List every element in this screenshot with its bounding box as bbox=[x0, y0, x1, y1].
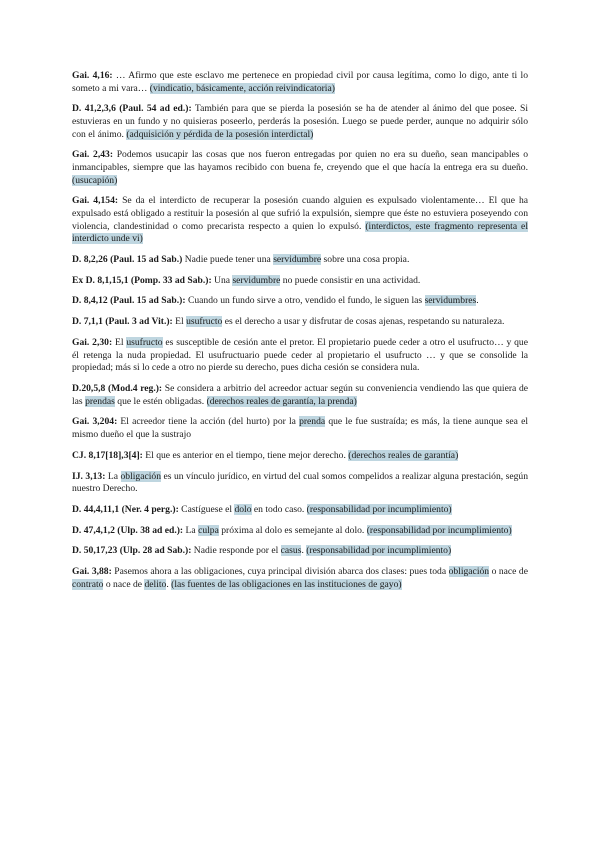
source-entry bbox=[72, 103, 528, 141]
source-entry bbox=[72, 545, 528, 558]
entry-text: La bbox=[183, 524, 199, 536]
entry-text: próxima al dolo es semejante al dolo. bbox=[218, 524, 367, 536]
entry-text: Castíguese el bbox=[178, 503, 235, 515]
source-entry bbox=[72, 337, 528, 375]
highlighted-text: (adquisición y pérdida de la posesión interdictal) bbox=[126, 128, 314, 140]
citation: D.20,5,8 (Mod.4 reg.): bbox=[72, 382, 163, 394]
source-entry bbox=[72, 383, 528, 408]
citation: IJ. 3,13: bbox=[72, 470, 106, 482]
highlighted-text: casus bbox=[280, 545, 302, 557]
highlighted-text: delito bbox=[144, 578, 167, 590]
citation: Gai. 2,30: bbox=[72, 337, 113, 348]
entry-text: Se da el interdicto de recuperar la posesión cuando alguien es expulsado violentamente… El que ha expulsado está obligado a restituir la posesión al que sufrió la expulsión, siempre que éste no estuviera poseyendo con violencia, clandestinidad o como precarista respecto a quien lo expulsó. bbox=[72, 195, 528, 232]
highlighted-text: (responsabilidad por incumplimiento) bbox=[306, 503, 452, 515]
highlighted-text: culpa bbox=[198, 524, 219, 536]
entry-text: es el derecho a usar y disfrutar de cosas ajenas, respetando su naturaleza. bbox=[222, 316, 505, 328]
highlighted-text: (responsabilidad por incumplimiento) bbox=[366, 524, 512, 536]
entry-text: Una bbox=[211, 274, 233, 286]
entry-text: Cuando un fundo sirve a otro, vendido el fundo, le siguen las bbox=[185, 295, 425, 307]
highlighted-text: prendas bbox=[85, 395, 115, 407]
entry-text: en todo caso. bbox=[251, 503, 307, 515]
entry-text: es susceptible de cesión ante el pretor. El propietario puede ceder a otro el usufructo… y que él retenga la nuda propiedad. El usufructuario puede ceder al propietario el usufructo … y que se consolide la propiedad; más si lo cede a otro no pierde su derecho, pues dicha cesión se considera nula. bbox=[72, 337, 528, 374]
highlighted-text: (interdictos, este fragmento representa el interdicto unde vi) bbox=[72, 220, 528, 245]
entry-text: El bbox=[112, 337, 127, 348]
highlighted-text: (derechos reales de garantía, la prenda) bbox=[206, 395, 357, 407]
entry-text: que le fue sustraída; es más, la tiene aunque sea el mismo dueño el que la sustrajo bbox=[72, 416, 528, 440]
citation: Gai. 4,16: bbox=[72, 70, 113, 81]
citation: D. 44,4,11,1 (Ner. 4 perg.): bbox=[72, 503, 179, 515]
source-entry bbox=[72, 70, 528, 95]
entry-text: o nace de bbox=[489, 566, 528, 578]
highlighted-text: servidumbres bbox=[424, 295, 477, 307]
entry-text: . bbox=[476, 295, 479, 307]
entry-text: . bbox=[301, 545, 307, 557]
citation: Gai. 3,88: bbox=[72, 566, 112, 578]
citation: D. 47,4,1,2 (Ulp. 38 ad ed.): bbox=[72, 524, 184, 536]
citation: CJ. 8,17[18],3[4]: bbox=[72, 449, 143, 461]
citation: D. 7,1,1 (Paul. 3 ad Vit.): bbox=[72, 316, 173, 328]
entry-text: o nace de bbox=[103, 578, 145, 590]
highlighted-text: contrato bbox=[72, 578, 104, 590]
highlighted-text: obligación bbox=[448, 566, 490, 578]
source-entry bbox=[72, 149, 528, 187]
highlighted-text: servidumbre bbox=[273, 253, 322, 265]
citation: Gai. 2,43: bbox=[72, 149, 114, 161]
highlighted-text: (vindicatio, básicamente, acción reivindicatoria) bbox=[149, 82, 335, 94]
source-entry bbox=[72, 275, 528, 288]
entry-text: La bbox=[105, 470, 121, 482]
citation: D. 8,2,26 (Paul. 15 ad Sab.) bbox=[72, 253, 183, 265]
entry-text: Nadie responde por el bbox=[191, 545, 281, 557]
entry-text: no puede consistir en una actividad. bbox=[280, 274, 421, 286]
citation: Gai. 4,154: bbox=[72, 195, 119, 207]
citation: D. 50,17,23 (Ulp. 28 ad Sab.): bbox=[72, 545, 192, 557]
highlighted-text: prenda bbox=[299, 416, 326, 428]
entry-text: es un vínculo jurídico, en virtud del cual somos compelidos a realizar alguna prestación, según nuestro Derecho. bbox=[72, 470, 529, 495]
entry-text: Se considera a arbitrio del acreedor actuar según su conveniencia vendiendo las que quiera de las bbox=[72, 382, 528, 407]
highlighted-text: (derechos reales de garantía) bbox=[348, 449, 459, 461]
source-entry bbox=[72, 504, 528, 517]
highlighted-text: servidumbre bbox=[232, 274, 281, 286]
citation: D. 8,4,12 (Paul. 15 ad Sab.): bbox=[72, 295, 186, 307]
entry-text: El acreedor tiene la acción (del hurto) por la bbox=[117, 416, 300, 428]
citation: Gai. 3,204: bbox=[72, 416, 118, 428]
highlighted-text: (las fuentes de las obligaciones en las instituciones de gayo) bbox=[171, 578, 402, 590]
entries-list bbox=[72, 70, 528, 591]
source-entry bbox=[72, 450, 528, 463]
source-entry bbox=[72, 566, 528, 591]
entry-text: que le estén obligadas. bbox=[114, 395, 207, 407]
entry-text: … Afirmo que este esclavo me pertenece en propiedad civil por causa legítima, como lo digo, ante ti lo someto a mi vara… bbox=[72, 70, 528, 94]
highlighted-text: (usucapión) bbox=[72, 174, 118, 186]
citation: D. 41,2,3,6 (Paul. 54 ad ed.): bbox=[72, 103, 192, 115]
source-entry bbox=[72, 295, 528, 308]
highlighted-text: obligación bbox=[120, 470, 161, 482]
citation: Ex D. 8,1,15,1 (Pomp. 33 ad Sab.): bbox=[72, 274, 212, 286]
highlighted-text: usufructo bbox=[126, 337, 163, 348]
source-entry bbox=[72, 471, 528, 496]
highlighted-text: (responsabilidad por incumplimiento) bbox=[306, 545, 452, 557]
source-entry bbox=[72, 525, 528, 538]
source-entry bbox=[72, 195, 528, 245]
source-entry bbox=[72, 416, 528, 441]
highlighted-text: dolo bbox=[234, 503, 252, 515]
entry-text: sobre una cosa propia. bbox=[321, 253, 410, 265]
entry-text: Nadie puede tener una bbox=[182, 253, 274, 265]
entry-text: Pasemos ahora a las obligaciones, cuya principal división abarca dos clases: pues toda bbox=[111, 566, 449, 578]
entry-text: El que es anterior en el tiempo, tiene mejor derecho. bbox=[142, 449, 349, 461]
entry-text: También para que se pierda la posesión se ha de atender al ánimo del que posee. Si estuvieras en un fundo y no quisieras poseerlo, perderás la posesión. Luego se puede perder, aunque no adquirir sólo con el ánimo. bbox=[72, 103, 528, 140]
highlighted-text: usufructo bbox=[186, 316, 223, 328]
source-entry bbox=[72, 316, 528, 329]
entry-text: Podemos usucapir las cosas que nos fueron entregadas por quien no era su dueño, sean mancipables o inmancipables, siempre que las hayamos recibido con buena fe, creyendo que el que hacía la entrega era su dueño. bbox=[72, 149, 528, 173]
entry-text: . bbox=[166, 578, 172, 590]
entry-text: El bbox=[172, 316, 187, 328]
source-entry bbox=[72, 254, 528, 267]
